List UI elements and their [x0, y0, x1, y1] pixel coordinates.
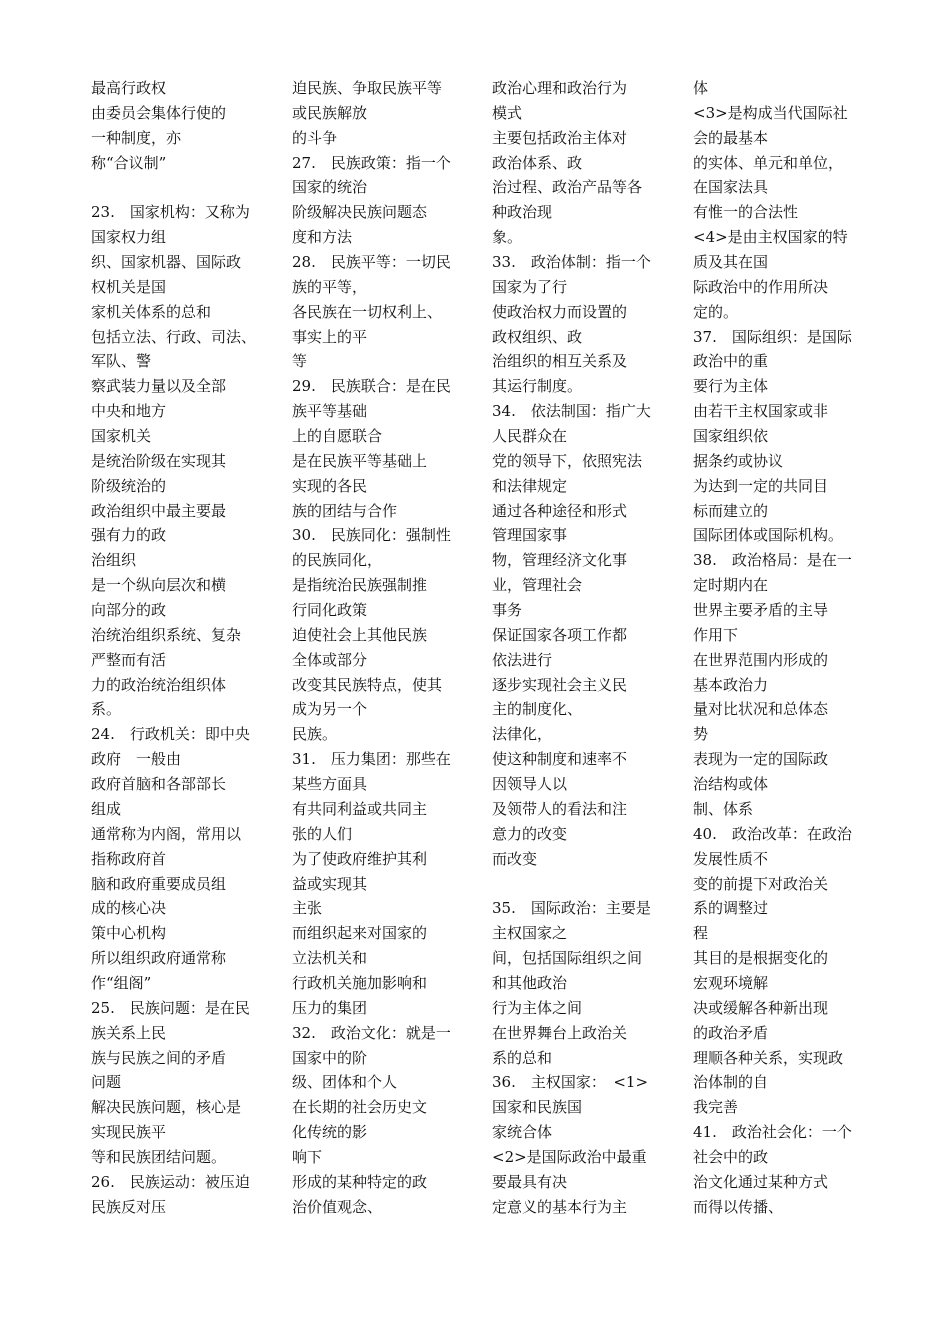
text-line: 国家的统治: [292, 178, 368, 197]
text-line: 主要包括政治主体对: [492, 128, 628, 147]
text-line: 象。: [492, 228, 523, 247]
text-line: 意力的改变: [492, 824, 568, 843]
text-line: 在世界舞台上政治关: [492, 1023, 628, 1042]
text-column-4: [693, 76, 865, 1220]
text-line: 在长期的社会历史文: [292, 1098, 428, 1117]
text-line: 强有力的政: [91, 526, 167, 545]
text-line: 政府 一般由: [91, 750, 182, 769]
text-line: 中央和地方: [91, 402, 167, 421]
text-line: 军队、警: [91, 352, 152, 371]
text-line: 向部分的政: [91, 601, 167, 620]
text-line: 主的制度化、: [492, 700, 583, 719]
text-line: 行同化政策: [292, 601, 368, 620]
text-line: 据条约或协议: [693, 451, 784, 470]
text-line: 政治组织中最主要最: [91, 501, 227, 520]
text-line: 织、国家机器、国际政: [91, 253, 242, 272]
text-line: 族的平等，: [292, 277, 368, 296]
text-line: 是一个纵向层次和横: [91, 576, 227, 595]
text-line: 的政治矛盾: [693, 1023, 769, 1042]
text-line: 变的前提下对政治关: [693, 874, 829, 893]
text-line: 国家组织依: [693, 427, 769, 446]
text-column-3: [492, 76, 664, 1220]
text-line: 模式: [492, 103, 523, 122]
text-line: 治组织: [91, 551, 137, 570]
text-line: 各民族在一切权利上、: [292, 302, 443, 321]
text-line: 改变其民族特点，使其: [292, 675, 443, 694]
text-line: 定意义的基本行为主: [492, 1197, 628, 1216]
text-line: 治文化通过某种方式: [693, 1172, 829, 1191]
text-line: 作“组阁”: [91, 973, 152, 992]
text-line: 37. 国际组织：是国际: [693, 327, 852, 346]
text-line: 治组织的相互关系及: [492, 352, 628, 371]
text-line: 决或缓解各种新出现: [693, 998, 829, 1017]
text-line: 系。: [91, 700, 122, 719]
text-line: 38. 政治格局：是在一: [693, 551, 852, 570]
text-line: 系的调整过: [693, 899, 769, 918]
text-line: 通过各种途径和形式: [492, 501, 628, 520]
text-line: 立法机关和: [292, 949, 368, 968]
text-line: 脑和政府重要成员组: [91, 874, 227, 893]
text-line: 指称政府首: [91, 849, 167, 868]
text-line: 形成的某种特定的政: [292, 1172, 428, 1191]
text-line: 最高行政权: [91, 79, 167, 97]
text-line: 程: [693, 924, 709, 943]
text-line: 族平等基础: [292, 402, 368, 421]
text-line: 要行为主体: [693, 377, 769, 396]
text-line: 政治体系、政: [492, 153, 583, 172]
text-line: 际政治中的作用所决: [693, 277, 829, 296]
text-line: 化传统的影: [292, 1123, 368, 1142]
text-line: 家统合体: [492, 1123, 553, 1142]
text-line: 有共同利益或共同主: [292, 799, 428, 818]
text-line: 上的自愿联合: [292, 427, 383, 446]
text-line: 在国家法具: [693, 178, 769, 197]
text-line: 迫使社会上其他民族: [292, 625, 428, 644]
text-line: 张的人们: [292, 824, 353, 843]
text-line: 26. 民族运动：被压迫: [91, 1172, 250, 1191]
text-column-2: [292, 76, 464, 1220]
text-line: 政治中的重: [693, 352, 769, 371]
text-line: 主张: [292, 899, 323, 918]
text-line: 世界主要矛盾的主导: [693, 601, 829, 620]
text-line: 系的总和: [492, 1048, 553, 1067]
text-line: 治价值观念、: [292, 1197, 383, 1216]
text-line: 要最具有决: [492, 1172, 568, 1191]
text-line: 国家权力组: [91, 228, 167, 247]
text-line: 23. 国家机构：又称为: [91, 203, 250, 222]
text-line: 的民族同化，: [292, 551, 383, 570]
text-line: 业，管理社会: [492, 576, 583, 595]
text-line: 保证国家各项工作都: [492, 625, 628, 644]
text-line: 定的。: [693, 302, 739, 321]
text-line: 国家和民族国: [492, 1098, 583, 1117]
text-line: 而改变: [492, 849, 538, 868]
text-line: 为了使政府维护其利: [292, 849, 428, 868]
text-line: 等和民族团结问题。: [91, 1147, 227, 1166]
text-line: 成为另一个: [292, 700, 368, 719]
text-line: 的实体、单元和单位，: [693, 153, 844, 172]
text-line: 35. 国际政治：主要是: [492, 899, 651, 918]
text-line: 成的核心决: [91, 899, 167, 918]
text-line: 表现为一定的国际政: [693, 750, 829, 769]
text-line: 实现民族平: [91, 1123, 167, 1142]
text-line: 和其他政治: [492, 973, 568, 992]
text-line: 41. 政治社会化：一个: [693, 1123, 852, 1142]
text-line: 定时期内在: [693, 576, 769, 595]
text-line: 政府首脑和各部部长: [91, 775, 227, 794]
text-line: 标而建立的: [693, 501, 769, 520]
text-line: 策中心机构: [91, 924, 167, 943]
text-line: 由委员会集体行使的: [91, 103, 227, 122]
text-line: 某些方面具: [292, 775, 368, 794]
text-line: 阶级统治的: [91, 476, 167, 495]
text-line: 族关系上民: [91, 1023, 167, 1042]
text-line: 40. 政治改革：在政治: [693, 824, 852, 843]
text-line: 主权国家之: [492, 924, 568, 943]
text-line: 宏观环境解: [693, 973, 769, 992]
text-line: 国际团体或国际机构。: [693, 526, 844, 545]
text-line: 行为主体之间: [492, 998, 583, 1017]
text-line: 治过程、政治产品等各: [492, 178, 643, 197]
text-line: 族的团结与合作: [292, 501, 398, 520]
text-line: 为达到一定的共同目: [693, 476, 829, 495]
text-line: 作用下: [693, 625, 739, 644]
text-line: [91, 175, 263, 200]
text-line: 称“合议制”: [91, 153, 167, 172]
text-line: 迫民族、争取民族平等: [292, 79, 443, 97]
text-line: 民族。: [292, 725, 338, 744]
text-line: 国家为了行: [492, 277, 568, 296]
text-line: 治统治组织系统、复杂: [91, 625, 242, 644]
text-line: 严整而有活: [91, 650, 167, 669]
text-line: 基本政治力: [693, 675, 769, 694]
text-line: <2>是国际政治中最重: [492, 1147, 647, 1166]
text-line: 间，包括国际组织之间: [492, 949, 643, 968]
text-column-1: [91, 76, 263, 1220]
text-line: 种政治现: [492, 203, 553, 222]
text-line: 在世界范围内形成的: [693, 650, 829, 669]
text-line: 民族反对压: [91, 1197, 167, 1216]
text-line: 会的最基本: [693, 128, 769, 147]
text-line: 势: [693, 725, 709, 744]
text-line: 我完善: [693, 1098, 739, 1117]
text-line: 国家中的阶: [292, 1048, 368, 1067]
text-line: 或民族解放: [292, 103, 368, 122]
text-line: 25. 民族问题：是在民: [91, 998, 250, 1017]
text-line: 力的政治统治组织体: [91, 675, 227, 694]
text-line: 行政机关施加影响和: [292, 973, 428, 992]
text-line: 使政治权力而设置的: [492, 302, 628, 321]
text-line: 一种制度，亦: [91, 128, 182, 147]
text-line: 事实上的平: [292, 327, 368, 346]
text-line: 党的领导下，依照宪法: [492, 451, 643, 470]
text-line: 事务: [492, 601, 523, 620]
text-line: 及领带人的看法和注: [492, 799, 628, 818]
text-line: 法律化，: [492, 725, 553, 744]
text-line: 度和方法: [292, 228, 353, 247]
text-line: 30. 民族同化：强制性: [292, 526, 451, 545]
text-line: 等: [292, 352, 308, 371]
text-line: 使这种制度和速率不: [492, 750, 628, 769]
text-line: 27. 民族政策：指一个: [292, 153, 451, 172]
text-line: 28. 民族平等：一切民: [292, 253, 451, 272]
text-line: 而得以传播、: [693, 1197, 784, 1216]
text-line: 质及其在国: [693, 253, 769, 272]
text-line: 通常称为内阁，常用以: [91, 824, 242, 843]
text-line: 理顺各种关系，实现政: [693, 1048, 844, 1067]
text-line: 组成: [91, 799, 122, 818]
text-line: 由若干主权国家或非: [693, 402, 829, 421]
text-line: 权机关是国: [91, 277, 167, 296]
text-line: 益或实现其: [292, 874, 368, 893]
text-line: 发展性质不: [693, 849, 769, 868]
text-line: 36. 主权国家： <1>: [492, 1073, 649, 1092]
text-line: 和法律规定: [492, 476, 568, 495]
text-line: 量对比状况和总体态: [693, 700, 829, 719]
text-line: 29. 民族联合：是在民: [292, 377, 451, 396]
text-line: 33. 政治体制：指一个: [492, 253, 651, 272]
text-line: 的斗争: [292, 128, 338, 147]
text-line: 压力的集团: [292, 998, 368, 1017]
text-line: <3>是构成当代国际社: [693, 103, 848, 122]
text-line: 其运行制度。: [492, 377, 583, 396]
text-line: 所以组织政府通常称: [91, 949, 227, 968]
text-line: 包括立法、行政、司法、: [91, 327, 257, 346]
text-line: 其目的是根据变化的: [693, 949, 829, 968]
text-line: 阶级解决民族问题态: [292, 203, 428, 222]
text-line: 级、团体和个人: [292, 1073, 398, 1092]
text-line: 家机关体系的总和: [91, 302, 212, 321]
text-line: 而组织起来对国家的: [292, 924, 428, 943]
text-line: 响下: [292, 1147, 323, 1166]
text-line: 是指统治民族强制推: [292, 576, 428, 595]
text-line: 制、体系: [693, 799, 754, 818]
text-line: 管理国家事: [492, 526, 568, 545]
text-line: 24. 行政机关：即中央: [91, 725, 250, 744]
text-line: 因领导人以: [492, 775, 568, 794]
text-line: 依法进行: [492, 650, 553, 669]
text-line: 察武装力量以及全部: [91, 377, 227, 396]
text-line: 人民群众在: [492, 427, 568, 446]
text-line: 32. 政治文化：就是一: [292, 1023, 451, 1042]
text-line: 解决民族问题，核心是: [91, 1098, 242, 1117]
text-line: [492, 872, 664, 897]
text-line: 34. 依法制国：指广大: [492, 402, 651, 421]
text-line: 族与民族之间的矛盾: [91, 1048, 227, 1067]
text-line: 国家机关: [91, 427, 152, 446]
text-line: 实现的各民: [292, 476, 368, 495]
text-line: 逐步实现社会主义民: [492, 675, 628, 694]
text-line: 物，管理经济文化事: [492, 551, 628, 570]
text-line: <4>是由主权国家的特: [693, 228, 848, 247]
text-line: 治结构或体: [693, 775, 769, 794]
text-line: 全体或部分: [292, 650, 368, 669]
text-line: 社会中的政: [693, 1147, 769, 1166]
text-line: 是在民族平等基础上: [292, 451, 428, 470]
text-line: 问题: [91, 1073, 122, 1092]
text-line: 是统治阶级在实现其: [91, 451, 227, 470]
text-line: 有惟一的合法性: [693, 203, 799, 222]
text-line: 政权组织、政: [492, 327, 583, 346]
text-line: 体: [693, 79, 709, 97]
text-line: 政治心理和政治行为: [492, 79, 628, 97]
text-line: 31. 压力集团：那些在: [292, 750, 451, 769]
text-line: 治体制的自: [693, 1073, 769, 1092]
